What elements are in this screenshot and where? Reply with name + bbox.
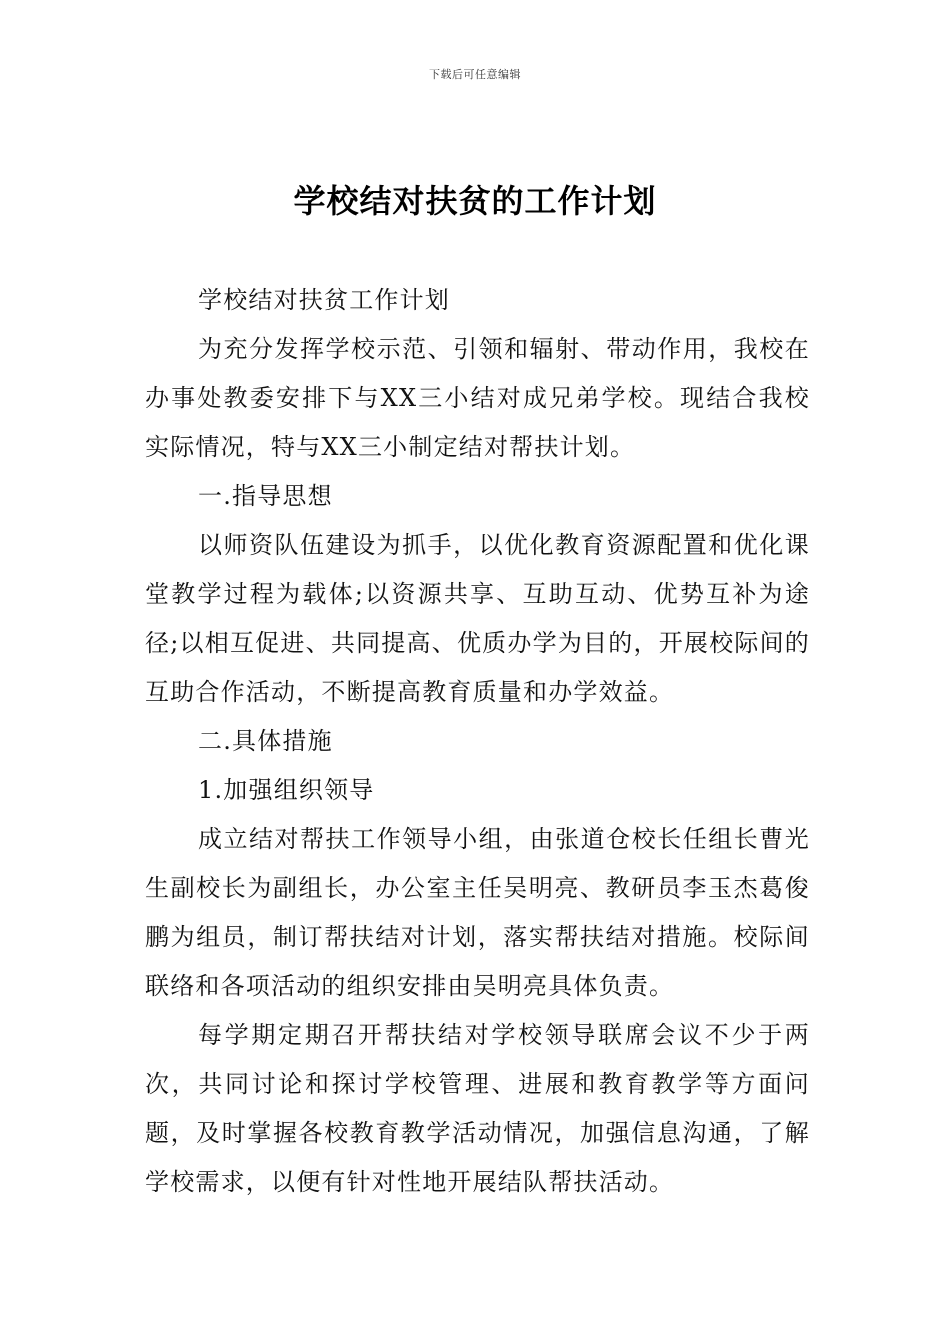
meeting-paragraph: 每学期定期召开帮扶结对学校领导联席会议不少于两次，共同讨论和探讨学校管理、进展和教育教学等方面问题，及时掌握各校教育教学活动情况，加强信息沟通，了解学校需求，以便有针对性地开展结队帮扶活动。 [145, 1021, 810, 1196]
organization-paragraph: 成立结对帮扶工作领导小组，由张道仓校长任组长曹光生副校长为副组长，办公室主任吴明亮、教研员李玉杰葛俊鹏为组员，制订帮扶结对计划，落实帮扶结对措施。校际间联络和各项活动的组织安排由吴明亮具体负责。 [145, 825, 810, 1000]
subtitle-paragraph: 学校结对扶贫工作计划 [198, 286, 450, 314]
document-title: 学校结对扶贫的工作计划 [293, 182, 657, 220]
section-heading-guiding-thought: 一.指导思想 [198, 482, 333, 510]
intro-paragraph: 为充分发挥学校示范、引领和辐射、带动作用，我校在办事处教委安排下与XX三小结对成兄弟学校。现结合我校实际情况，特与XX三小制定结对帮扶计划。 [145, 335, 810, 461]
header-note: 下载后可任意编辑 [429, 68, 521, 81]
subheading-organization: 1.加强组织领导 [198, 776, 375, 804]
guiding-thought-paragraph: 以师资队伍建设为抓手，以优化教育资源配置和优化课堂教学过程为载体;以资源共享、互助互动、优势互补为途径;以相互促进、共同提高、优质办学为目的，开展校际间的互助合作活动，不断提高教育质量和办学效益。 [145, 531, 810, 706]
section-heading-measures: 二.具体措施 [198, 727, 333, 755]
document-body [145, 276, 810, 1207]
